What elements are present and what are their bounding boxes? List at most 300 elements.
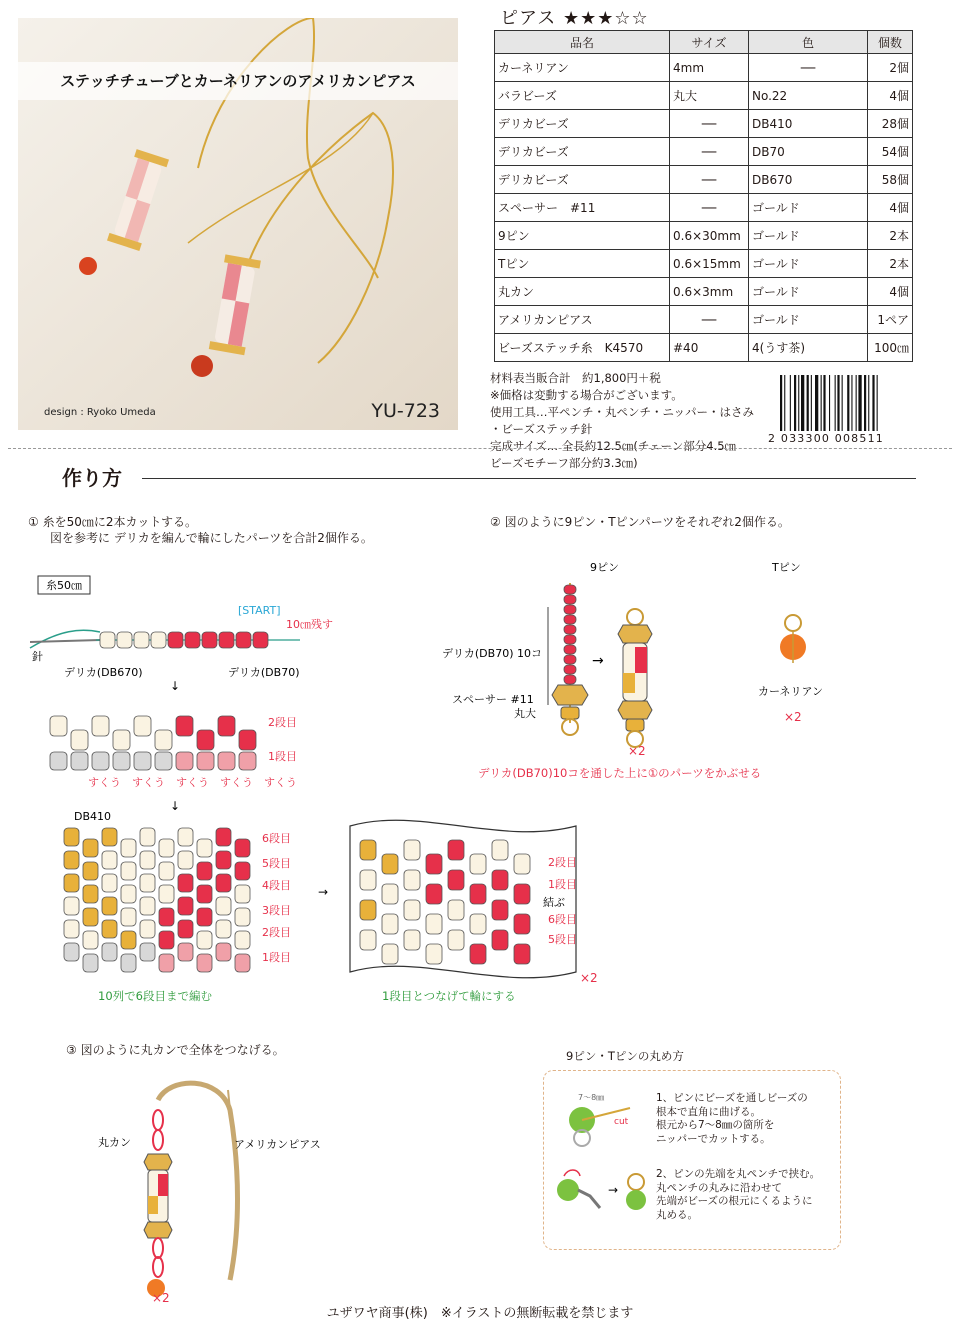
cell-size: 4mm [670,54,749,82]
peyote-bead [92,716,109,736]
tip1-line: 根元から7～8㎜の箇所を [656,1119,775,1131]
peyote-bead [134,716,151,736]
start-bead [202,632,217,648]
tip1-line: 根本で直角に曲げる。 [656,1105,761,1118]
ring-bead [382,914,398,934]
tip-cut: cut [614,1117,629,1127]
step1-text1: 糸を50㎝に2本カットする。 [42,515,198,529]
ring-bead [514,944,530,964]
cell-size: ── [670,306,749,334]
col-size: サイズ [670,31,749,54]
product-code: YU-723 [371,400,440,422]
cell-color: ── [749,54,868,82]
ring-bead [492,930,508,950]
pattern-bead [197,885,212,903]
ring-bead [492,900,508,920]
arrow-down-icon-2: ↓ [170,799,181,813]
pattern-bead [178,943,193,961]
tip2-line: 丸ペンチの丸みに沿わせて [656,1181,782,1194]
peyote-bead [197,730,214,750]
step3-times2: ×2 [152,1291,170,1305]
barcode-bar [784,375,785,431]
tip2-line: 先端がビーズの根元にくるように [656,1195,813,1207]
peyote-bead [134,752,151,770]
pattern-bead [121,954,136,972]
peyote-bead [218,716,235,736]
db410-label: DB410 [74,810,112,823]
row1b-label: 1段目 [262,951,291,964]
barcode [778,375,908,431]
cell-qty: 54個 [868,138,913,166]
cell-size: ── [670,194,749,222]
pattern-bead [197,862,212,880]
divider [8,448,952,449]
table-row [495,278,913,306]
pattern-bead [83,931,98,949]
ring-row1: 1段目 [548,878,577,891]
start-bead [151,632,166,648]
marudai-label: 丸大 [514,707,536,720]
pattern-bead [178,920,193,938]
start-bead [100,632,115,648]
delica70-label: デリカ(DB70) [228,666,300,679]
thread-label: 糸50㎝ [46,579,82,592]
pattern-bead [140,897,155,915]
note-line: ・ビーズステッチ針 [490,422,593,436]
cell-qty: 2本 [868,222,913,250]
step1-times2: ×2 [580,971,598,985]
ring-row6: 6段目 [548,913,577,926]
carnelian-label: カーネリアン [758,685,824,698]
tip-mm: 7～8㎜ [578,1093,605,1102]
pattern-bead [178,897,193,915]
delica10-label: デリカ(DB70) 10コ [442,647,542,660]
peyote-bead [155,752,172,770]
peyote-bead [218,752,235,770]
pattern-bead [64,897,79,915]
barcode-bar [821,375,822,431]
pattern-bead [140,920,155,938]
barcode-bar [842,375,843,431]
pin-bead [564,625,576,634]
howto-title: 作り方 [62,466,122,490]
barcode-bar [835,375,836,431]
barcode-bar [872,375,874,431]
cell-color: ゴールド [749,250,868,278]
row5-label: 5段目 [262,857,291,870]
pattern-bead [102,920,117,938]
pattern-bead [64,828,79,846]
col-color: 色 [749,31,868,54]
pattern-bead [197,931,212,949]
start-bead [185,632,200,648]
table-header-row [495,31,913,54]
photo-title: ステッチチューブとカーネリアンのアメリカンピアス [18,62,458,100]
pattern-bead [197,954,212,972]
materials-table [494,30,913,362]
pattern-bead [178,874,193,892]
barcode-bar [837,375,839,431]
barcode-bar [811,375,812,431]
row4-label: 4段目 [262,879,291,892]
ring-bead [492,840,508,860]
tpin-times2: ×2 [784,710,802,724]
pattern-bead [140,828,155,846]
barcode-number: 2 033300 008511 [768,432,884,445]
ring-bead [404,870,420,890]
pin-bead [564,595,576,604]
ring-bead [470,854,486,874]
cell-name: アメリカンピアス [495,306,670,334]
ring-bead [470,914,486,934]
cell-size: 0.6×15mm [670,250,749,278]
peyote-bead [71,752,88,770]
peyote-bead [113,752,130,770]
pattern-bead [216,943,231,961]
ring-bead [382,854,398,874]
cell-name: デリカビーズ [495,166,670,194]
ring-bead [470,944,486,964]
pattern-bead [121,908,136,926]
pin-bead [564,605,576,614]
tpin-label: Tピン [772,561,801,574]
ring-bead [382,944,398,964]
cell-color: DB70 [749,138,868,166]
cell-qty: 2本 [868,250,913,278]
barcode-bar [829,375,830,431]
pattern-bead [178,851,193,869]
peyote-bead [155,730,172,750]
barcode-bar [868,375,869,431]
ring-bead [426,884,442,904]
ring-bead [426,944,442,964]
pin-bead [564,655,576,664]
pattern-bead [83,885,98,903]
start-label: [START] [238,604,281,617]
ring-bead [404,930,420,950]
ring-bead [448,870,464,890]
peyote-bead [92,752,109,770]
cell-name: デリカビーズ [495,138,670,166]
barcode-bar [823,375,825,431]
needle-label: 針 [32,650,43,663]
table-row [495,110,913,138]
step1-number: ① [28,515,39,529]
tie-label: 結ぶ [543,896,565,909]
step2-caption: デリカ(DB70)10コを通した上に①のパーツをかぶせる [478,766,762,780]
pattern-bead [102,851,117,869]
notes [490,370,754,472]
delica670-label: デリカ(DB670) [64,666,143,679]
ring-row5: 5段目 [548,933,577,946]
pattern-bead [83,862,98,880]
leave-label: 10㎝残す [286,618,333,631]
barcode-bar [864,375,866,431]
start-bead [134,632,149,648]
american-label: アメリカンピアス [234,1138,321,1151]
cell-color: ゴールド [749,278,868,306]
ring-bead [470,884,486,904]
pattern-bead [159,885,174,903]
tip-illustration [550,1080,650,1230]
peyote-bead [113,730,130,750]
pattern-bead [121,931,136,949]
step3-number: ③ [66,1043,77,1057]
tip1-line: ニッパーでカットする。 [656,1132,771,1145]
cell-name: Tピン [495,250,670,278]
ring-bead [448,930,464,950]
pattern-bead [102,897,117,915]
barcode-bar [780,375,782,431]
tip-text-1 [656,1092,808,1146]
pin-bead [564,615,576,624]
pattern-bead [216,897,231,915]
pin-bead [564,585,576,594]
tip2-line: 丸める。 [656,1208,698,1221]
knit-caption: 10列で6段目まで編む [98,989,212,1003]
table-row [495,334,913,362]
note-line: 使用工具…平ペンチ・丸ペンチ・ニッパー・はさみ [490,405,755,419]
tip2-line: 2、ピンの先端を丸ペンチで挟む。 [656,1168,821,1180]
pattern-bead [121,839,136,857]
peyote-bead [239,730,256,750]
col-name: 品名 [495,31,670,54]
pattern-bead [178,828,193,846]
ring-bead [360,840,376,860]
sukuu-label: すくう すくう すくう すくう すくう [88,776,297,789]
ring-caption: 1段目とつなげて輪にする [382,989,516,1003]
table-row [495,222,913,250]
step3-text: 図のように丸カンで全体をつなげる。 [80,1043,285,1057]
barcode-bar [851,375,852,431]
arrow-right-icon: → [318,885,329,899]
step2-diagram [430,555,850,785]
cell-qty: 4個 [868,278,913,306]
barcode-bar [847,375,849,431]
step2-number: ② [490,515,501,529]
step2-instructions [490,514,790,530]
product-title: ピアス ★★★☆☆ [500,8,649,29]
pin-bead [564,665,576,674]
footer: ユザワヤ商事(株) ※イラストの無断転載を禁じます [326,1306,634,1321]
product-photo [18,18,458,430]
cell-color: ゴールド [749,222,868,250]
cell-color: DB670 [749,166,868,194]
ring-bead [492,870,508,890]
ring-bead [360,870,376,890]
cell-size: ── [670,166,749,194]
note-line: ビーズモチーフ部分約3.3㎝) [490,456,638,470]
ring-bead [448,900,464,920]
barcode-bar [801,375,804,431]
pattern-bead [159,862,174,880]
start-bead [117,632,132,648]
tip-title: 9ピン・Tピンの丸め方 [566,1049,684,1063]
designer-credit: design : Ryoko Umeda [44,407,156,418]
pattern-bead [64,874,79,892]
ring-bead [382,884,398,904]
table-row [495,306,913,334]
pin9-label: 9ピン [590,561,619,574]
tip1-line: 1、ピンにビーズを通しビーズの [656,1092,808,1104]
table-row [495,54,913,82]
step3-diagram [90,1070,370,1306]
peyote-bead [50,752,67,770]
step2-text: 図のように9ピン・Tピンパーツをそれぞれ2個作る。 [504,515,790,529]
cell-name: 丸カン [495,278,670,306]
pattern-bead [235,908,250,926]
table-row [495,250,913,278]
pin9-times2: ×2 [628,744,646,758]
pattern-bead [83,908,98,926]
pattern-bead [235,885,250,903]
start-bead [253,632,268,648]
pattern-bead [197,839,212,857]
row1-label: 1段目 [268,750,297,763]
note-line: 材料表当販合計 約1,800円＋税 [490,371,661,385]
pattern-bead [216,874,231,892]
peyote-bead [176,716,193,736]
pattern-bead [64,920,79,938]
pattern-bead [140,874,155,892]
ring-bead [426,854,442,874]
cell-qty: 4個 [868,194,913,222]
start-bead [168,632,183,648]
cell-name: バラビーズ [495,82,670,110]
barcode-bar [794,375,796,431]
cell-name: スペーサー #11 [495,194,670,222]
cell-color: ゴールド [749,306,868,334]
pattern-bead [140,851,155,869]
ring-bead [514,884,530,904]
pattern-bead [64,851,79,869]
cell-qty: 1ペア [868,306,913,334]
tip-text-2 [656,1168,820,1222]
table-row [495,166,913,194]
col-qty: 個数 [868,31,913,54]
ring-bead [514,854,530,874]
pattern-bead [235,954,250,972]
step3-instructions [66,1042,285,1058]
cell-color: 4(うす茶) [749,334,868,362]
cell-color: DB410 [749,110,868,138]
ring-bead [360,930,376,950]
table-row [495,138,913,166]
barcode-bar [815,375,818,431]
pattern-bead [235,839,250,857]
pattern-bead [159,931,174,949]
cell-size: 0.6×30mm [670,222,749,250]
pin-bead [564,675,576,684]
pattern-bead [235,862,250,880]
pattern-bead [216,920,231,938]
pattern-bead [121,862,136,880]
cell-qty: 4個 [868,82,913,110]
cell-name: カーネリアン [495,54,670,82]
pattern-bead [64,943,79,961]
ring-bead [426,914,442,934]
cell-qty: 2個 [868,54,913,82]
ring-bead [514,914,530,934]
pattern-bead [216,851,231,869]
peyote-bead [197,752,214,770]
barcode-bar [856,375,857,431]
note-line: 完成サイズ… 全長約12.5㎝(チェーン部分4.5㎝ [490,439,737,453]
cell-name: ビーズステッチ糸 K4570 [495,334,670,362]
peyote-bead [239,752,256,770]
cell-size: ── [670,110,749,138]
cell-color: ゴールド [749,194,868,222]
ring-bead [404,900,420,920]
pattern-bead [102,874,117,892]
pattern-bead [140,943,155,961]
cell-qty: 28個 [868,110,913,138]
ring-bead [448,840,464,860]
cell-size: 丸大 [670,82,749,110]
barcode-bar [798,375,799,431]
spacer-label: スペーサー #11 [452,693,534,706]
ring-row2: 2段目 [548,856,577,869]
pattern-bead [83,839,98,857]
ring-bead [404,840,420,860]
marukan-label: 丸カン [98,1136,131,1149]
start-bead [236,632,251,648]
peyote-bead [176,752,193,770]
cell-size: 0.6×3mm [670,278,749,306]
step1-text2: 図を参考に デリカを編んで輪にしたパーツを合計2個作る。 [50,531,373,545]
pattern-bead [197,908,212,926]
pattern-bead [121,885,136,903]
barcode-bar [858,375,861,431]
cell-size: #40 [670,334,749,362]
table-row [495,194,913,222]
start-bead [219,632,234,648]
pattern-bead [159,839,174,857]
peyote-bead [71,730,88,750]
pattern-bead [159,908,174,926]
cell-color: No.22 [749,82,868,110]
barcode-bar [807,375,809,431]
pattern-bead [83,954,98,972]
cell-name: 9ピン [495,222,670,250]
pattern-bead [102,828,117,846]
table-row [495,82,913,110]
step1-instructions [28,514,373,546]
ring-bead [360,900,376,920]
arrow-right-icon-2: → [592,653,604,669]
pattern-bead [235,931,250,949]
cell-name: デリカビーズ [495,110,670,138]
pin-bead [564,645,576,654]
row2-label: 2段目 [268,716,297,729]
row3-label: 3段目 [262,904,291,917]
peyote-bead [50,716,67,736]
arrow-down-icon: ↓ [170,679,181,693]
barcode-bar [877,375,878,431]
pattern-bead [216,828,231,846]
pin-bead [564,635,576,644]
barcode-bar [790,375,791,431]
row2b-label: 2段目 [262,926,291,939]
cell-qty: 58個 [868,166,913,194]
howto-underline [142,478,916,479]
pattern-bead [102,943,117,961]
cell-qty: 100㎝ [868,334,913,362]
tip-arrow-icon: → [608,1183,619,1197]
note-line: ※価格は変動する場合がございます。 [490,388,683,402]
pattern-bead [159,954,174,972]
row6-label: 6段目 [262,832,291,845]
